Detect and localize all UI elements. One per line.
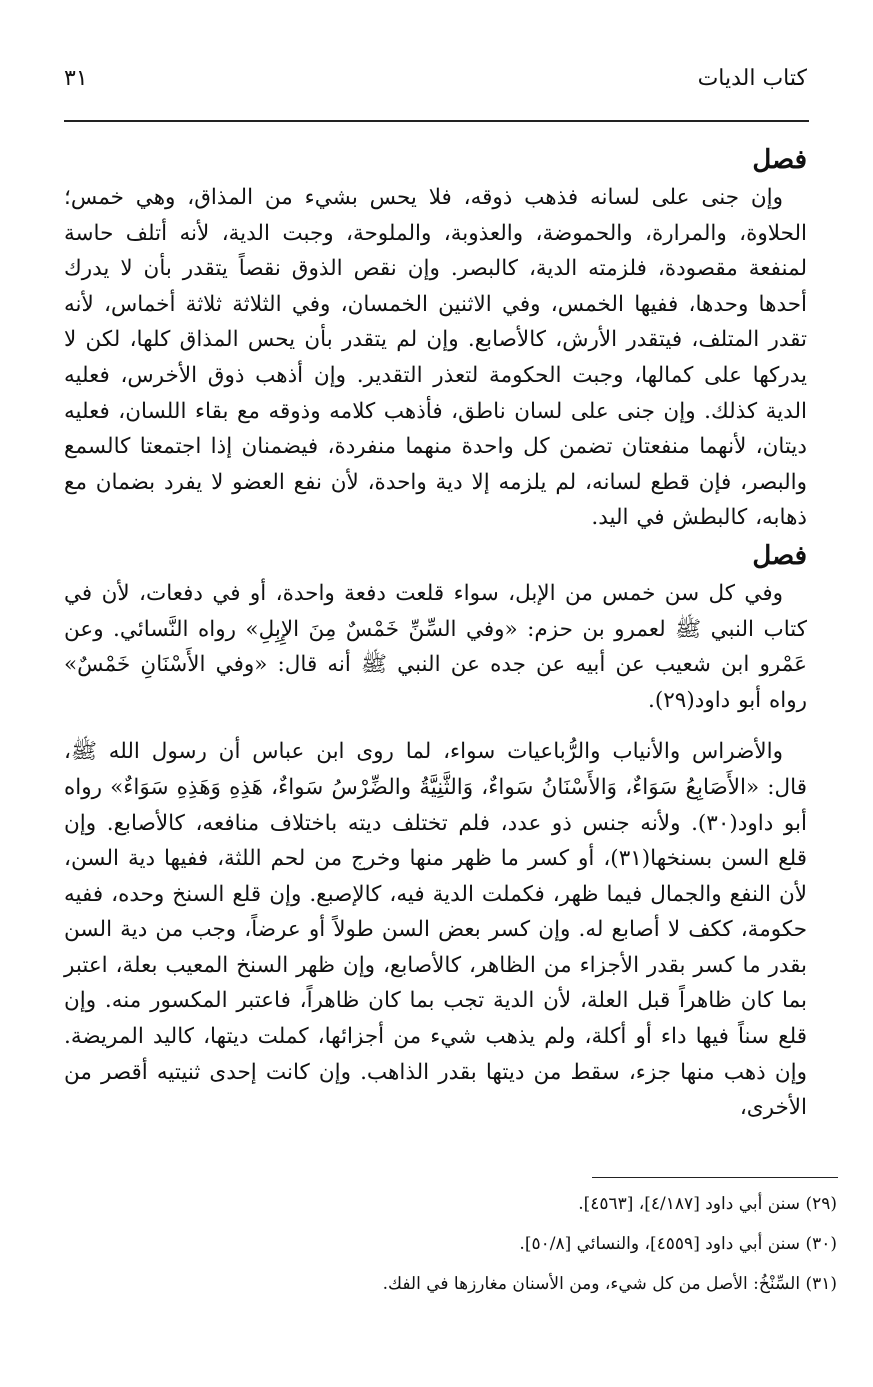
footnotes	[64, 1184, 837, 1304]
footnote: (٣٠) سنن أبي داود [٤٥٥٩]، والنسائي [٥٠/٨].	[519, 1234, 837, 1254]
running-header	[64, 66, 807, 91]
paragraph: والأضراس والأنياب والرُّباعيات سواء، لما روى ابن عباس أن رسول الله ﷺ، قال: «الأَصَابِعُ سَوَاءٌ، وَالأَسْنَانُ سَواءٌ، وَالثَّنِيَّةُ والضِّرْسُ سَواءٌ، هَذِهِ وَهَذِهِ سَوَاءٌ» رواه أبو داود(٣٠). ولأنه جنس ذو عدد، فلم تختلف ديته باختلاف منافعه، كالأصابع. وإن قلع السن بسنخها(٣١)، أو كسر ما ظهر منها وخرج من لحم اللثة، ففيها دية السن، لأن النفع والجمال فيما ظهر، فكملت الدية فيه، كالإصبع. وإن قلع السنخ وحده، ففيه حكومة، ككف لا أصابع له. وإن كسر بعض السن طولاً أو عرضاً، وجب من دية السن بقدر ما كسر بقدر الأجزاء من الظاهر، كالأصابع، وإن ظهر السنخ المعيب بعلة، اعتبر بما كان ظاهراً قبل العلة، لأن الدية تجب بما كان ظاهراً، فاعتبر المكسور منه. وإن قلع سناً فيها داء أو أكلة، ولم يذهب شيء من أجزائها، كملت ديتها، كاليد المريضة. وإن ذهب منها جزء، سقط من ديتها بقدر الذاهب. وإن كانت إحدى ثنيتيه أقصر من الأخرى،	[64, 739, 807, 1121]
paragraph: وفي كل سن خمس من الإبل، سواء قلعت دفعة واحدة، أو في دفعات، لأن في كتاب النبي ﷺ لعمرو بن حزم: «وفي السِّنِّ خَمْسٌ مِنَ الإِبِلِ» رواه النَّسائي. وعن عَمْرو ابن شعيب عن أبيه عن جده عن النبي ﷺ أنه قال: «وفي الأَسْنَانِ خَمْسٌ» رواه أبو داود(٢٩).	[64, 580, 807, 713]
section-heading: فصل	[752, 540, 807, 571]
footnote-rule	[592, 1177, 838, 1178]
page-number: ٣١	[64, 66, 88, 91]
paragraph-gap	[64, 718, 807, 734]
paragraph: وإن جنى على لسانه فذهب ذوقه، فلا يحس بشيء من المذاق، وهي خمس؛ الحلاوة، والمرارة، والحموضة، والعذوبة، والملوحة، وجبت الدية، لأنه أتلف حاسة لمنفعة مقصودة، فلزمته الدية، كالبصر. وإن نقص الذوق نقصاً يتقدر بأن لا يدرك أحدها وحدها، ففيها الخمس، وفي الاثنين الخمسان، وفي الثلاثة ثلاثة أخماس، لأنه تقدر المتلف، فيتقدر الأرش، كالأصابع. وإن لم يتقدر بأن يحس المذاق كلها، لكن لا يدركها على كمالها، وجبت الحكومة لتعذر التقدير. وإن أذهب ذوق الأخرس، فعليه الدية كذلك. وإن جنى على لسان ناطق، فأذهب كلامه وذوقه مع بقاء اللسان، فعليه ديتان، لأنهما منفعتان تضمن كل واحدة منهما منفردة، فيضمنان إذا اجتمعتا كالسمع والبصر، فإن قطع لسانه، لم يلزمه إلا دية واحدة، لأن نفع العضو لا يفرد بضمان مع ذهابه، كالبطش في اليد.	[64, 185, 807, 531]
footnote: (٣١) السِّنْخُ: الأصل من كل شيء، ومن الأسنان مغارزها في الفك.	[382, 1274, 837, 1294]
main-text	[64, 140, 807, 1126]
section-heading: فصل	[752, 145, 807, 175]
header-rule	[64, 120, 809, 122]
chapter-title: كتاب الديات	[697, 66, 807, 91]
footnote: (٢٩) سنن أبي داود [٤/١٨٧]، [٤٥٦٣].	[578, 1194, 837, 1214]
